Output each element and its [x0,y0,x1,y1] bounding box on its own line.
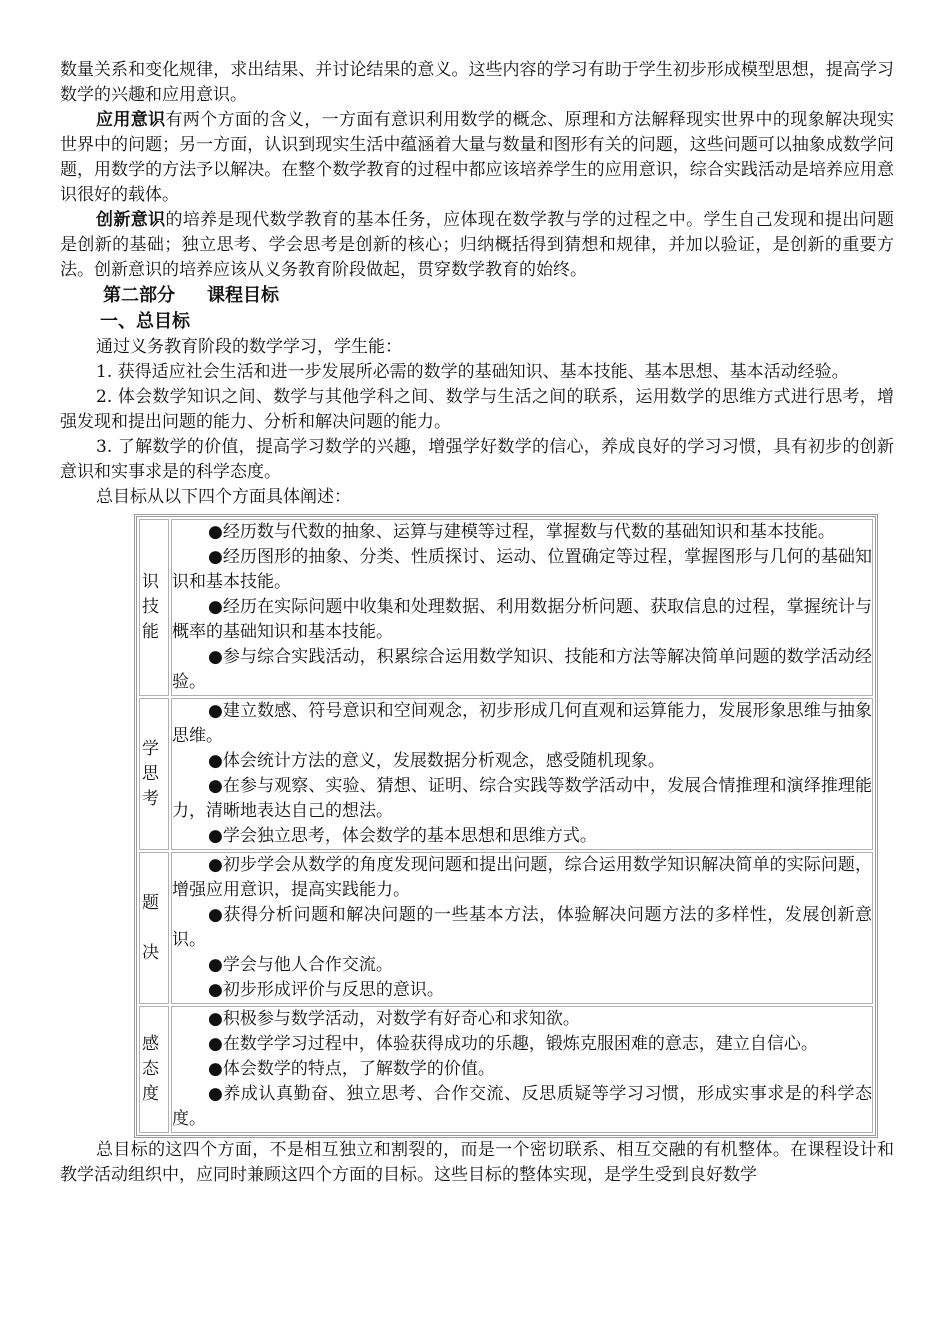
application-text: 有两个方面的含义，一方面有意识利用数学的概念、原理和方法解释现实世界中的现象解决现实世界中的问题；另一方面，认识到现实生活中蕴涵着大量与数量和图形有关的问题，这些问题可以抽象成数学问题，用数学的方法予以解决。在整个数学教育的过程中都应该培养学生的应用意识，综合实践活动是培养应用意识很好的载体。 [60,110,895,205]
list-item: ●学会与他人合作交流。 [208,955,393,975]
category-cell: 学 思 考 [139,698,169,850]
part-title: 课程目标 [207,285,279,306]
section-heading [60,283,894,309]
list-item: ●体会统计方法的意义，发展数据分析观念，感受随机现象。 [208,751,665,771]
list-item: ●积极参与数学活动，对数学有好奇心和求知欲。 [208,1009,580,1029]
part-label: 第二部分 [103,285,175,306]
items-cell [171,698,873,850]
keyword-innovation: 创新意识 [96,210,166,230]
goal-table [134,514,878,1138]
list-item: ●参与综合实践活动，积累综合运用数学知识、技能和方法等解决简单问题的数学活动经验。 [172,647,872,692]
goal-item-1: 1. 获得适应社会生活和进一步发展所必需的数学的基础知识、基本技能、基本思想、基本活动经验。 [96,362,849,382]
lead-text: 通过义务教育阶段的数学学习，学生能： [96,337,402,357]
goal-item-3: 3. 了解数学的价值，提高学习数学的兴趣，增强学好数学的信心，养成良好的学习习惯，具有初步的创新意识和实事求是的科学态度。 [60,437,894,482]
table-row [139,698,873,850]
list-item: ●经历数与代数的抽象、运算与建模等过程，掌握数与代数的基础知识和基本技能。 [208,522,835,542]
table-row [139,519,873,696]
items-cell [171,519,873,696]
application-awareness-paragraph [60,108,894,208]
list-item: ●建立数感、符号意识和空间观念，初步形成几何直观和运算能力，发展形象思维与抽象思维。 [172,701,872,746]
list-item: ●初步形成评价与反思的意识。 [208,980,444,1000]
category-cell: 感 态 度 [139,1006,169,1133]
items-cell [171,852,873,1004]
list-item: ●经历图形的抽象、分类、性质探讨、运动、位置确定等过程，掌握图形与几何的基础知识和基本技能。 [172,547,872,592]
list-item: ●获得分析问题和解决问题的一些基本方法，体验解决问题方法的多样性，发展创新意识。 [172,905,872,950]
document-page [60,58,894,1188]
list-item: ●经历在实际问题中收集和处理数据、利用数据分析问题、获取信息的过程，掌握统计与概率的基础知识和基本技能。 [172,597,872,642]
innovation-awareness-paragraph [60,208,894,283]
lead-text-2: 总目标从以下四个方面具体阐述： [96,487,351,507]
intro-paragraph-1: 数量关系和变化规律，求出结果、并讨论结果的意义。这些内容的学习有助于学生初步形成模型思想，提高学习数学的兴趣和应用意识。 [60,60,894,105]
innovation-text: 的培养是现代数学教育的基本任务，应体现在数学教与学的过程之中。学生自己发现和提出问题是创新的基础；独立思考、学会思考是创新的核心；归纳概括得到猜想和规律，并加以验证，是创新的重要方法。创新意识的培养应该从义务教育阶段做起，贯穿数学教育的始终。 [60,210,895,280]
closing-paragraph: 总目标的这四个方面，不是相互独立和割裂的，而是一个密切联系、相互交融的有机整体。在课程设计和教学活动组织中，应同时兼顾这四个方面的目标。这些目标的整体实现，是学生受到良好数学 [60,1140,894,1185]
list-item: ●学会独立思考，体会数学的基本思想和思维方式。 [208,826,597,846]
goal-item-2: 2. 体会数学知识之间、数学与其他学科之间、数学与生活之间的联系，运用数学的思维方式进行思考，增强发现和提出问题的能力、分析和解决问题的能力。 [60,387,894,432]
category-cell: 识 技 能 [139,519,169,696]
category-cell: 题 决 [139,852,169,1004]
subsection-heading: 一、总目标 [100,311,190,332]
list-item: ●体会数学的特点，了解数学的价值。 [208,1059,495,1079]
table-row [139,1006,873,1133]
items-cell [171,1006,873,1133]
keyword-application: 应用意识 [96,110,166,130]
list-item: ●养成认真勤奋、独立思考、合作交流、反思质疑等学习习惯，形成实事求是的科学态度。 [172,1084,872,1129]
list-item: ●在参与观察、实验、猜想、证明、综合实践等数学活动中，发展合情推理和演绎推理能力，清晰地表达自己的想法。 [172,776,872,821]
list-item: ●初步学会从数学的角度发现问题和提出问题，综合运用数学知识解决简单的实际问题，增强应用意识，提高实践能力。 [172,855,872,900]
table-row [139,852,873,1004]
list-item: ●在数学学习过程中，体验获得成功的乐趣，锻炼克服困难的意志，建立自信心。 [208,1034,818,1054]
